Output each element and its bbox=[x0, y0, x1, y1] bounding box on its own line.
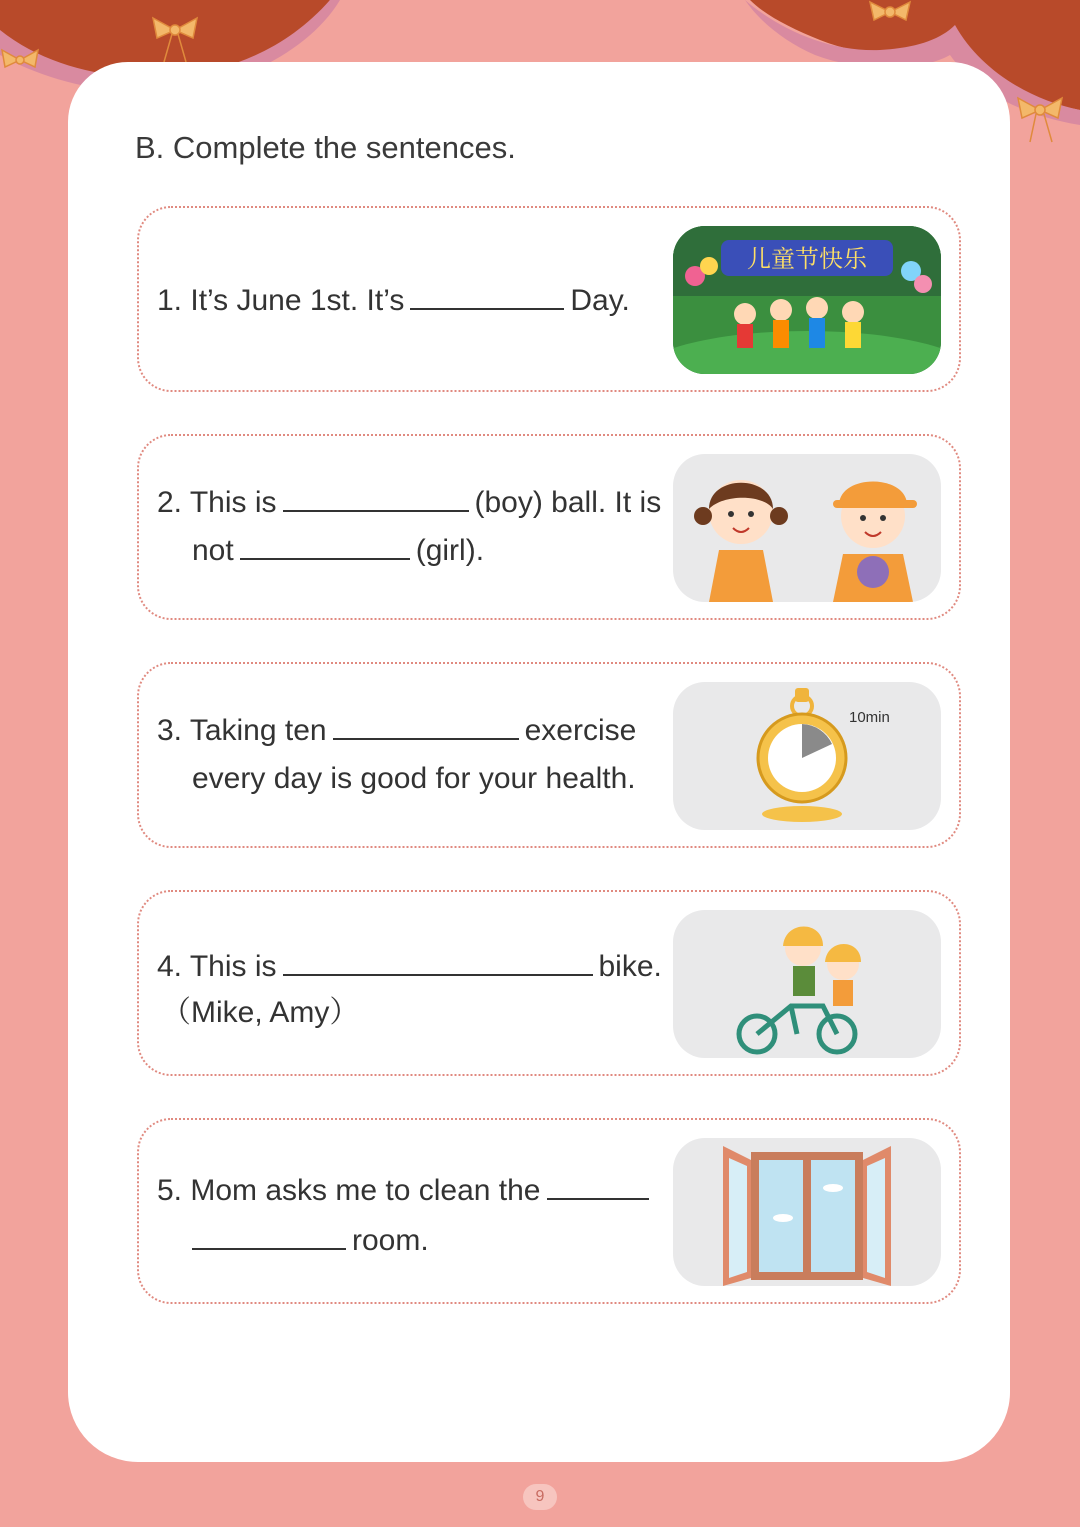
timer-label: 10min bbox=[849, 709, 890, 726]
answer-blank-3[interactable] bbox=[333, 708, 519, 740]
question-card-1 bbox=[137, 206, 961, 392]
question-3-text-b: exercise bbox=[524, 714, 637, 747]
section-heading: B. Complete the sentences. bbox=[135, 130, 516, 165]
page-number: 9 bbox=[523, 1484, 557, 1510]
question-2-text-b: (boy) ball. It is bbox=[474, 486, 662, 519]
question-2-text-d: (girl). bbox=[415, 534, 485, 567]
question-5-line-1 bbox=[157, 1168, 655, 1214]
answer-blank-5a[interactable] bbox=[547, 1168, 649, 1200]
question-3-line-1 bbox=[157, 708, 636, 754]
question-3-text-a: 3. Taking ten bbox=[157, 714, 327, 747]
question-4-text-b: bike. bbox=[598, 950, 662, 983]
childrens-day-image bbox=[673, 226, 941, 374]
question-1-text-b: Day. bbox=[570, 284, 630, 317]
question-4-text-a: 4. This is bbox=[157, 950, 277, 983]
question-1-line-1 bbox=[157, 278, 630, 324]
question-2-text-a: 2. This is bbox=[157, 486, 277, 519]
question-4-hint: （Mike, Amy） bbox=[161, 996, 360, 1029]
question-2-line-1 bbox=[157, 480, 661, 526]
question-card-3 bbox=[137, 662, 961, 848]
question-1-text-a: 1. It’s June 1st. It’s bbox=[157, 284, 405, 317]
answer-blank-5b[interactable] bbox=[192, 1218, 346, 1250]
question-card-5 bbox=[137, 1118, 961, 1304]
question-2-text-c: not bbox=[192, 534, 234, 567]
question-5-text-a: 5. Mom asks me to clean the bbox=[157, 1174, 541, 1207]
banner-text: 儿童节快乐 bbox=[747, 245, 867, 273]
question-5-line-2 bbox=[192, 1218, 429, 1264]
answer-blank-2a[interactable] bbox=[283, 480, 469, 512]
window-image bbox=[673, 1138, 941, 1286]
stopwatch-image bbox=[673, 682, 941, 830]
question-2-line-2 bbox=[192, 528, 484, 574]
answer-blank-4[interactable] bbox=[283, 944, 593, 976]
answer-blank-2b[interactable] bbox=[240, 528, 410, 560]
question-5-text-b: room. bbox=[352, 1224, 429, 1257]
question-3-line-2: every day is good for your health. bbox=[192, 762, 636, 795]
question-card-4 bbox=[137, 890, 961, 1076]
question-card-2 bbox=[137, 434, 961, 620]
kids-on-bike-image bbox=[673, 910, 941, 1058]
girl-and-boy-image bbox=[673, 454, 941, 602]
question-4-line-1 bbox=[157, 944, 662, 990]
answer-blank-1[interactable] bbox=[410, 278, 564, 310]
